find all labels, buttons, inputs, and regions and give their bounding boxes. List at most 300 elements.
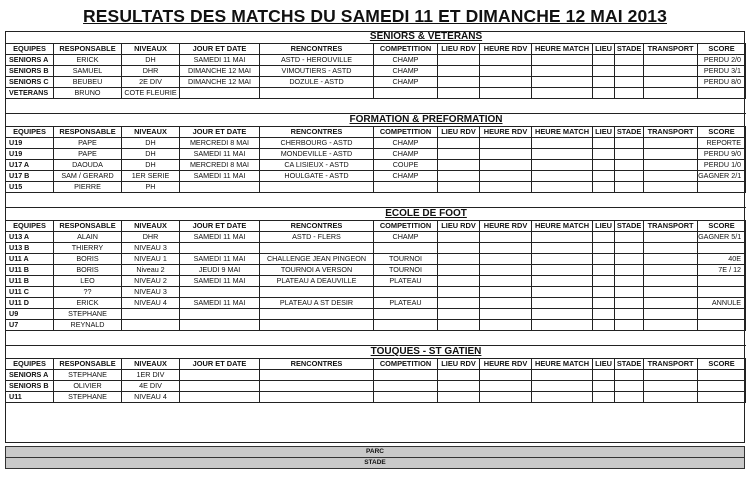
cell-jour-et-date: JEUDI 9 MAI: [180, 265, 260, 276]
cell-responsable: REYNALD: [54, 320, 122, 331]
column-header: EQUIPES: [6, 127, 54, 138]
cell-transport: [644, 392, 698, 403]
spacer: [6, 114, 260, 127]
gap-cell: [698, 193, 746, 208]
cell-jour-et-date: [180, 370, 260, 381]
column-header: SCORE: [698, 127, 746, 138]
cell-equipes: SENIORS B: [6, 381, 54, 392]
cell-equipes: U11 C: [6, 287, 54, 298]
cell-heure-match: [532, 138, 593, 149]
cell-jour-et-date: [180, 309, 260, 320]
cell-jour-et-date: SAMEDI 11 MAI: [180, 232, 260, 243]
header-row: [6, 359, 746, 370]
gap-cell: [532, 331, 593, 346]
cell-transport: [644, 298, 698, 309]
cell-score: [698, 276, 746, 287]
cell-heure-match: [532, 77, 593, 88]
cell-jour-et-date: SAMEDI 11 MAI: [180, 55, 260, 66]
table-row: [6, 392, 746, 403]
cell-responsable: LEO: [54, 276, 122, 287]
cell-stade: [615, 182, 644, 193]
cell-jour-et-date: DIMANCHE 12 MAI: [180, 77, 260, 88]
cell-lieu-rdv: [438, 309, 480, 320]
cell-competition: [374, 182, 438, 193]
cell-heure-match: [532, 309, 593, 320]
cell-competition: CHAMP: [374, 66, 438, 77]
cell-rencontres: VIMOUTIERS - ASTD: [260, 66, 374, 77]
cell-stade: [615, 88, 644, 99]
column-header: SCORE: [698, 221, 746, 232]
gap-cell: [6, 331, 54, 346]
column-header: NIVEAUX: [122, 127, 180, 138]
cell-lieu-rdv: [438, 138, 480, 149]
column-header: LIEU: [593, 359, 615, 370]
cell-score: PERDU 3/1: [698, 66, 746, 77]
column-header: JOUR ET DATE: [180, 127, 260, 138]
cell-heure-match: [532, 55, 593, 66]
spacer: [593, 31, 746, 44]
gap-cell: [698, 99, 746, 114]
column-header: RESPONSABLE: [54, 359, 122, 370]
cell-competition: [374, 392, 438, 403]
cell-niveaux: DHR: [122, 232, 180, 243]
cell-rencontres: [260, 88, 374, 99]
cell-responsable: PAPE: [54, 138, 122, 149]
table-row: [6, 265, 746, 276]
cell-competition: [374, 88, 438, 99]
gap-cell: [438, 331, 480, 346]
table-row: [6, 232, 746, 243]
cell-competition: CHAMP: [374, 149, 438, 160]
table-row: [6, 309, 746, 320]
gap-cell: [122, 193, 180, 208]
table-row: [6, 298, 746, 309]
gap-cell: [615, 99, 644, 114]
table-row: [6, 66, 746, 77]
gap-cell: [54, 99, 122, 114]
cell-responsable: ERICK: [54, 55, 122, 66]
cell-niveaux: NIVEAU 3: [122, 243, 180, 254]
column-header: RESPONSABLE: [54, 221, 122, 232]
cell-transport: [644, 149, 698, 160]
cell-responsable: ??: [54, 287, 122, 298]
header-row: [6, 44, 746, 55]
spacer: [593, 346, 746, 359]
column-header: HEURE RDV: [480, 44, 532, 55]
cell-responsable: DAOUDA: [54, 160, 122, 171]
cell-transport: [644, 171, 698, 182]
column-header: RENCONTRES: [260, 44, 374, 55]
cell-lieu-rdv: [438, 320, 480, 331]
cell-stade: [615, 370, 644, 381]
cell-responsable: STEPHANE: [54, 392, 122, 403]
cell-niveaux: DH: [122, 55, 180, 66]
cell-equipes: U17 B: [6, 171, 54, 182]
column-header: TRANSPORT: [644, 359, 698, 370]
cell-lieu: [593, 370, 615, 381]
table-row: [6, 171, 746, 182]
cell-score: PERDU 9/0: [698, 149, 746, 160]
cell-heure-rdv: [480, 243, 532, 254]
cell-stade: [615, 243, 644, 254]
gap-cell: [644, 193, 698, 208]
cell-stade: [615, 287, 644, 298]
cell-lieu: [593, 160, 615, 171]
column-header: LIEU RDV: [438, 44, 480, 55]
cell-rencontres: HOULGATE - ASTD: [260, 171, 374, 182]
cell-heure-match: [532, 243, 593, 254]
cell-score: ANNULE: [698, 298, 746, 309]
cell-lieu: [593, 77, 615, 88]
column-header: STADE: [615, 44, 644, 55]
section-title: ECOLE DE FOOT: [260, 208, 593, 221]
cell-lieu: [593, 392, 615, 403]
cell-rencontres: [260, 309, 374, 320]
cell-heure-rdv: [480, 276, 532, 287]
column-header: TRANSPORT: [644, 127, 698, 138]
cell-jour-et-date: SAMEDI 11 MAI: [180, 298, 260, 309]
cell-rencontres: [260, 243, 374, 254]
gap-cell: [180, 331, 260, 346]
section-title-row: [6, 208, 746, 221]
gap-cell: [644, 99, 698, 114]
cell-transport: [644, 381, 698, 392]
cell-lieu-rdv: [438, 265, 480, 276]
gap-cell: [374, 331, 438, 346]
cell-niveaux: 1ER DIV: [122, 370, 180, 381]
cell-competition: CHAMP: [374, 55, 438, 66]
cell-responsable: SAM / GERARD: [54, 171, 122, 182]
gap-cell: [532, 193, 593, 208]
cell-jour-et-date: [180, 320, 260, 331]
table-row: [6, 370, 746, 381]
table-row: [6, 88, 746, 99]
column-header: RESPONSABLE: [54, 127, 122, 138]
cell-score: [698, 370, 746, 381]
cell-equipes: U11 B: [6, 265, 54, 276]
gap-cell: [122, 99, 180, 114]
gap-cell: [180, 193, 260, 208]
cell-stade: [615, 138, 644, 149]
table-row: [6, 77, 746, 88]
cell-score: [698, 320, 746, 331]
cell-equipes: U17 A: [6, 160, 54, 171]
cell-heure-rdv: [480, 392, 532, 403]
cell-niveaux: PH: [122, 182, 180, 193]
gap-cell: [54, 193, 122, 208]
cell-responsable: BRUNO: [54, 88, 122, 99]
cell-jour-et-date: [180, 392, 260, 403]
cell-score: PERDU 8/0: [698, 77, 746, 88]
cell-heure-match: [532, 182, 593, 193]
cell-heure-match: [532, 276, 593, 287]
cell-transport: [644, 88, 698, 99]
cell-transport: [644, 160, 698, 171]
spacer: [6, 208, 260, 221]
column-header: HEURE MATCH: [532, 221, 593, 232]
cell-equipes: U19: [6, 149, 54, 160]
cell-lieu: [593, 138, 615, 149]
cell-heure-rdv: [480, 77, 532, 88]
cell-transport: [644, 309, 698, 320]
cell-niveaux: NIVEAU 3: [122, 287, 180, 298]
cell-rencontres: CHALLENGE JEAN PINGEON: [260, 254, 374, 265]
cell-heure-rdv: [480, 309, 532, 320]
cell-equipes: SENIORS A: [6, 55, 54, 66]
cell-rencontres: [260, 392, 374, 403]
cell-heure-match: [532, 66, 593, 77]
cell-lieu-rdv: [438, 77, 480, 88]
cell-lieu-rdv: [438, 298, 480, 309]
gap-cell: [260, 331, 374, 346]
cell-heure-rdv: [480, 138, 532, 149]
cell-competition: [374, 309, 438, 320]
gap-cell: [480, 193, 532, 208]
cell-rencontres: [260, 381, 374, 392]
cell-heure-match: [532, 171, 593, 182]
cell-niveaux: NIVEAU 4: [122, 298, 180, 309]
cell-rencontres: ASTD - FLERS: [260, 232, 374, 243]
cell-heure-rdv: [480, 381, 532, 392]
column-header: JOUR ET DATE: [180, 359, 260, 370]
cell-stade: [615, 298, 644, 309]
column-header: LIEU: [593, 44, 615, 55]
section-title-row: [6, 114, 746, 127]
cell-equipes: U13 A: [6, 232, 54, 243]
gap-cell: [615, 193, 644, 208]
cell-rencontres: CA LISIEUX - ASTD: [260, 160, 374, 171]
cell-competition: [374, 370, 438, 381]
gap-cell: [438, 193, 480, 208]
header-row: [6, 221, 746, 232]
cell-equipes: VETERANS: [6, 88, 54, 99]
spacer: [6, 346, 260, 359]
cell-lieu-rdv: [438, 88, 480, 99]
results-sheet: [5, 31, 745, 403]
cell-stade: [615, 276, 644, 287]
cell-niveaux: [122, 320, 180, 331]
cell-rencontres: MONDEVILLE - ASTD: [260, 149, 374, 160]
cell-equipes: U13 B: [6, 243, 54, 254]
cell-equipes: U11 D: [6, 298, 54, 309]
table-row: [6, 254, 746, 265]
cell-lieu: [593, 254, 615, 265]
section-title-row: [6, 346, 746, 359]
gap-cell: [6, 193, 54, 208]
section-gap: [6, 99, 746, 114]
cell-heure-match: [532, 370, 593, 381]
gap-cell: [260, 193, 374, 208]
gap-cell: [374, 193, 438, 208]
cell-lieu: [593, 55, 615, 66]
cell-lieu: [593, 66, 615, 77]
cell-heure-match: [532, 265, 593, 276]
cell-competition: [374, 320, 438, 331]
cell-heure-rdv: [480, 287, 532, 298]
cell-score: GAGNER 2/1: [698, 171, 746, 182]
cell-heure-match: [532, 298, 593, 309]
cell-transport: [644, 182, 698, 193]
cell-rencontres: TOURNOI A VERSON: [260, 265, 374, 276]
cell-transport: [644, 287, 698, 298]
cell-lieu-rdv: [438, 149, 480, 160]
cell-score: GAGNER 5/1: [698, 232, 746, 243]
cell-jour-et-date: [180, 243, 260, 254]
cell-responsable: ERICK: [54, 298, 122, 309]
cell-jour-et-date: MERCREDI 8 MAI: [180, 138, 260, 149]
cell-heure-rdv: [480, 254, 532, 265]
cell-lieu-rdv: [438, 55, 480, 66]
cell-transport: [644, 66, 698, 77]
cell-competition: [374, 381, 438, 392]
cell-heure-rdv: [480, 160, 532, 171]
cell-heure-match: [532, 381, 593, 392]
cell-equipes: SENIORS C: [6, 77, 54, 88]
gap-cell: [593, 193, 615, 208]
gap-cell: [374, 99, 438, 114]
cell-lieu-rdv: [438, 182, 480, 193]
cell-competition: PLATEAU: [374, 276, 438, 287]
cell-jour-et-date: [180, 381, 260, 392]
cell-responsable: ALAIN: [54, 232, 122, 243]
section-title: FORMATION & PREFORMATION: [260, 114, 593, 127]
column-header: RENCONTRES: [260, 221, 374, 232]
cell-transport: [644, 138, 698, 149]
cell-score: [698, 381, 746, 392]
cell-lieu: [593, 243, 615, 254]
gap-cell: [644, 331, 698, 346]
table-row: [6, 243, 746, 254]
cell-transport: [644, 265, 698, 276]
cell-competition: COUPE: [374, 160, 438, 171]
cell-lieu: [593, 309, 615, 320]
table-row: [6, 381, 746, 392]
spacer: [6, 31, 260, 44]
spacer: [593, 114, 746, 127]
column-header: RENCONTRES: [260, 127, 374, 138]
column-header: LIEU: [593, 127, 615, 138]
cell-niveaux: [122, 309, 180, 320]
gap-cell: [698, 331, 746, 346]
cell-jour-et-date: [180, 287, 260, 298]
column-header: EQUIPES: [6, 44, 54, 55]
cell-score: [698, 309, 746, 320]
cell-responsable: STEPHANE: [54, 370, 122, 381]
gap-cell: [593, 99, 615, 114]
cell-transport: [644, 232, 698, 243]
cell-equipes: U11 B: [6, 276, 54, 287]
column-header: RESPONSABLE: [54, 44, 122, 55]
cell-heure-rdv: [480, 88, 532, 99]
cell-heure-rdv: [480, 320, 532, 331]
column-header: HEURE MATCH: [532, 44, 593, 55]
spacer: [593, 208, 746, 221]
column-header: NIVEAUX: [122, 44, 180, 55]
cell-stade: [615, 77, 644, 88]
cell-competition: PLATEAU: [374, 298, 438, 309]
results-table: [5, 31, 746, 403]
cell-heure-rdv: [480, 298, 532, 309]
cell-niveaux: DHR: [122, 66, 180, 77]
gap-cell: [6, 99, 54, 114]
cell-rencontres: PLATEAU A ST DESIR: [260, 298, 374, 309]
cell-lieu-rdv: [438, 160, 480, 171]
cell-heure-match: [532, 320, 593, 331]
cell-lieu-rdv: [438, 254, 480, 265]
cell-transport: [644, 276, 698, 287]
table-row: [6, 276, 746, 287]
column-header: COMPETITION: [374, 44, 438, 55]
cell-score: PERDU 1/0: [698, 160, 746, 171]
cell-stade: [615, 160, 644, 171]
section-title: TOUQUES - ST GATIEN: [260, 346, 593, 359]
cell-niveaux: NIVEAU 4: [122, 392, 180, 403]
cell-competition: [374, 287, 438, 298]
column-header: SCORE: [698, 44, 746, 55]
cell-stade: [615, 66, 644, 77]
gap-cell: [480, 331, 532, 346]
cell-heure-match: [532, 149, 593, 160]
cell-responsable: PAPE: [54, 149, 122, 160]
cell-heure-match: [532, 392, 593, 403]
cell-lieu: [593, 149, 615, 160]
cell-heure-match: [532, 287, 593, 298]
cell-score: 40E: [698, 254, 746, 265]
cell-lieu-rdv: [438, 370, 480, 381]
cell-stade: [615, 320, 644, 331]
cell-transport: [644, 77, 698, 88]
cell-score: [698, 392, 746, 403]
table-row: [6, 149, 746, 160]
cell-niveaux: COTE FLEURIE: [122, 88, 180, 99]
column-header: LIEU RDV: [438, 221, 480, 232]
section-gap: [6, 331, 746, 346]
cell-competition: CHAMP: [374, 138, 438, 149]
cell-rencontres: [260, 370, 374, 381]
cell-score: PERDU 2/0: [698, 55, 746, 66]
cell-heure-rdv: [480, 232, 532, 243]
column-header: HEURE RDV: [480, 359, 532, 370]
cell-heure-rdv: [480, 182, 532, 193]
cell-lieu: [593, 381, 615, 392]
column-header: EQUIPES: [6, 359, 54, 370]
cell-responsable: SAMUEL: [54, 66, 122, 77]
column-header: JOUR ET DATE: [180, 44, 260, 55]
column-header: HEURE RDV: [480, 221, 532, 232]
cell-lieu-rdv: [438, 287, 480, 298]
gap-cell: [615, 331, 644, 346]
cell-rencontres: [260, 287, 374, 298]
cell-lieu: [593, 320, 615, 331]
cell-niveaux: DH: [122, 160, 180, 171]
cell-lieu: [593, 232, 615, 243]
section-title: SENIORS & VETERANS: [260, 31, 593, 44]
gap-cell: [438, 99, 480, 114]
cell-responsable: BORIS: [54, 254, 122, 265]
gap-cell: [532, 99, 593, 114]
table-row: [6, 320, 746, 331]
gap-cell: [54, 331, 122, 346]
cell-heure-rdv: [480, 265, 532, 276]
legend-parc: PARC: [6, 447, 745, 458]
cell-competition: CHAMP: [374, 171, 438, 182]
cell-stade: [615, 254, 644, 265]
cell-transport: [644, 370, 698, 381]
cell-score: REPORTE: [698, 138, 746, 149]
cell-lieu-rdv: [438, 381, 480, 392]
cell-niveaux: DH: [122, 138, 180, 149]
cell-heure-match: [532, 160, 593, 171]
